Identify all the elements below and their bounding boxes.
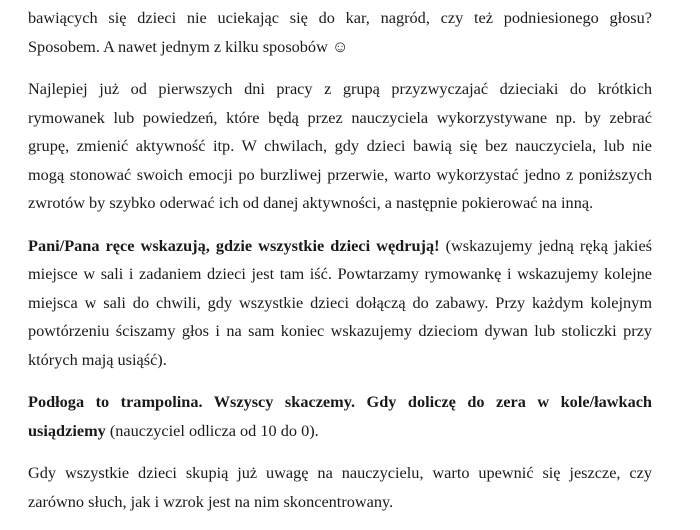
text-line: mogą stonować swoich emocji po burzliwej przerwie, warto wykorzystać jedno z poniższych <box>28 164 652 184</box>
document-page <box>28 0 652 530</box>
text-line <box>28 417 652 446</box>
rhyme-title-trampoline-end: usiądziemy <box>28 420 106 440</box>
text-line: zarówno słuch, jak i wzrok jest na nim skoncentrowany. <box>28 491 394 511</box>
paragraph-closing <box>28 459 652 516</box>
text-line: Najlepiej już od pierwszych dni pracy z grupą przyzwyczajać dzieciaki do krótkich <box>28 79 652 98</box>
text-line: rymowanek lub powiedzeń, które będą przez nauczyciela wykorzystywane np. by zebrać <box>28 107 652 127</box>
paragraph-advice <box>28 75 652 218</box>
text-line: bawiących się dzieci nie uciekając się do kar, nagród, czy też podniesionego głosu? <box>28 8 652 27</box>
text-line: miejsce w sali i zadaniem dzieci jest tam iść. Powtarzamy rymowankę i wskazujemy kolejne <box>28 264 652 283</box>
text-line: Gdy wszystkie dzieci skupią już uwagę na nauczycielu, warto upewnić się jeszcze, czy <box>28 463 652 482</box>
paragraph-rhyme-hands <box>28 232 652 375</box>
text-line: powtórzeniu ściszamy głos i na sam koniec wskazujemy dzieciom dywan lub stoliczki przy <box>28 321 652 340</box>
text-line: których mają usiąść). <box>28 349 167 369</box>
rhyme-title-trampoline: Podłoga to trampolina. Wszyscy skaczemy. Gdy doliczę do zera w kole/ławkach <box>28 392 652 411</box>
rhyme-instruction: (wskazujemy jedną ręką jakieś <box>439 235 653 255</box>
text-line: grupę, zmienić aktywność itp. W chwilach, gdy dzieci bawią się bez nauczyciela, lub nie <box>28 136 652 155</box>
text-line: Sposobem. A nawet jednym z kilku sposobów ☺ <box>28 36 349 56</box>
paragraph-rhyme-trampoline <box>28 388 652 445</box>
text-line <box>28 232 652 261</box>
text-line: zwrotów by szybko oderwać ich od danej aktywności, a następnie pokierować na inną. <box>28 193 594 212</box>
rhyme-title-hands: Pani/Pana ręce wskazują, gdzie wszystkie dzieci wędrują! <box>28 235 440 255</box>
text-line: miejsca w sali do chwili, gdy wszystkie dzieci dołączą do zabawy. Przy każdym kolejnym <box>28 292 652 312</box>
rhyme-instruction: (nauczyciel odlicza od 10 do 0). <box>105 420 319 440</box>
paragraph-intro <box>28 4 652 61</box>
partial-top-line <box>28 0 652 4</box>
